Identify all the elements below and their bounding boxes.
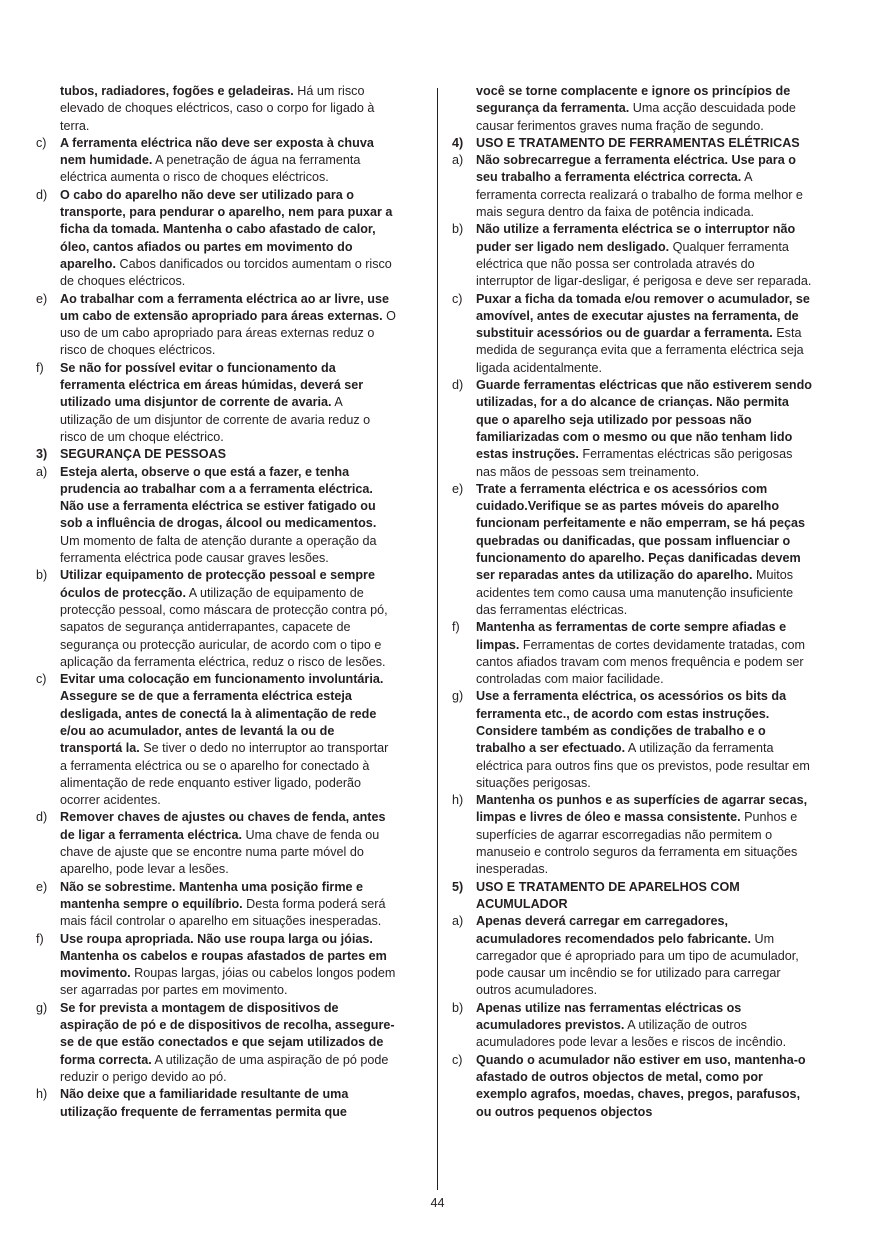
item-text: [476, 913, 812, 999]
item-bold-text: Esteja alerta, observe o que está a fazer, e tenha prudencia ao trabalhar com a a ferramenta eléctrica. Não use a ferramenta eléctrica se estiver fatigado ou sob a influência de drogas, álcool ou medicamentos.: [60, 464, 377, 531]
item-body-text: A utilização de equipamento de protecção pessoal, como máscara de protecção contra pó, sapatos de segurança antiderrapantes, capacete de segurança ou protecção auricular, de acordo com o tipo e aplicação da ferramenta eléctrica, reduz o risco de lesões.: [60, 585, 388, 669]
item-label: d): [36, 187, 48, 202]
item-label: 5): [452, 879, 464, 894]
item-bold-text: O cabo do aparelho não deve ser utilizado para o transporte, para pendurar o aparelho, nem para puxar a ficha da tomada. Mantenha o cabo afastado de calor, óleo, cantos afiados ou partes em movimento do aparelho.: [60, 187, 393, 271]
item-label: a): [452, 914, 464, 929]
item-label: e): [452, 481, 464, 496]
list-item: [36, 879, 396, 931]
item-text: [60, 464, 396, 568]
item-bold-text: USO E TRATAMENTO DE FERRAMENTAS ELÉTRICAS: [476, 135, 800, 150]
item-text: [60, 879, 396, 931]
list-item: [36, 567, 396, 671]
item-bold-text: USO E TRATAMENTO DE APARELHOS COM ACUMULADOR: [476, 879, 740, 911]
item-body-text: A utilização de uma aspiração de pó pode reduzir o perigo devido ao pó.: [60, 1052, 389, 1084]
list-item: [36, 1086, 396, 1121]
item-text: [60, 135, 396, 187]
item-text: [476, 792, 812, 878]
item-bold-text: você se torne complacente e ignore os princípios de segurança da ferramenta.: [476, 84, 791, 116]
list-item: [36, 291, 396, 360]
list-item: [452, 221, 812, 290]
item-body-text: A utilização de um disjuntor de corrente de avaria reduz o risco de um choque eléctrico.: [60, 395, 371, 444]
item-label: 3): [36, 447, 48, 462]
item-label: h): [452, 793, 464, 808]
list-item: [452, 481, 812, 619]
list-item: [36, 464, 396, 568]
section-heading: [36, 446, 396, 463]
item-label: c): [452, 291, 463, 306]
item-bold-text: Remover chaves de ajustes ou chaves de fenda, antes de ligar a ferramenta eléctrica.: [60, 810, 386, 842]
item-bold-text: Se for prevista a montagem de dispositivos de aspiração de pó e de dispositivos de recolha, assegure-se de que estão conectados e que sejam utilizados de forma correcta.: [60, 1000, 395, 1067]
item-label: c): [36, 672, 47, 687]
item-body-text: Se tiver o dedo no interruptor ao transportar a ferramenta eléctrica ou se o aparelho for conectado à alimentação de rede enquanto estiver ligado, poderão ocorrer acidentes.: [60, 741, 389, 808]
item-bold-text: Guarde ferramentas eléctricas que não estiverem sendo utilizadas, for a do alcance de crianças. Não permita que o aparelho seja utilizado por pessoas não familiarizadas com o mesmo ou que não tenham lido estas instruções.: [476, 378, 812, 462]
item-bold-text: SEGURANÇA DE PESSOAS: [60, 447, 227, 462]
item-body-text: Esta medida de segurança evita que a ferramenta eléctrica seja ligada acidentalmente.: [476, 326, 804, 375]
item-bold-text: Não se sobrestime. Mantenha uma posição firme e mantenha sempre o equilíbrio.: [60, 879, 364, 911]
section-heading: [452, 135, 812, 152]
item-bold-text: Apenas utilize nas ferramentas eléctricas os acumuladores previstos.: [476, 1000, 742, 1033]
item-text: [60, 1000, 396, 1086]
list-item: [452, 913, 812, 999]
list-item: [36, 360, 396, 446]
list-item: [452, 377, 812, 481]
item-text: [60, 671, 396, 809]
item-text: [476, 135, 812, 152]
item-text: [476, 1000, 812, 1052]
item-body-text: Cabos danificados ou torcidos aumentam o risco de choques eléctricos.: [60, 256, 392, 289]
item-text: [60, 360, 396, 446]
list-item: [452, 83, 812, 135]
list-item: [36, 671, 396, 809]
item-text: [476, 619, 812, 688]
item-body-text: A utilização da ferramenta eléctrica para outros fins que os previstos, pode resultar em situações perigosas.: [476, 741, 810, 790]
item-body-text: A utilização de outros acumuladores pode levar a lesões e riscos de incêndio.: [476, 1018, 787, 1050]
item-text: [476, 221, 812, 290]
item-text: [476, 377, 812, 481]
item-text: [60, 83, 396, 135]
item-body-text: Um momento de falta de atenção durante a operação da ferramenta eléctrica pode causar graves lesões.: [60, 533, 377, 566]
item-bold-text: Mantenha os punhos e as superfícies de agarrar secas, limpas e livres de óleo e massa consistente.: [476, 793, 808, 825]
item-label: a): [36, 464, 48, 479]
item-label: a): [452, 153, 464, 168]
item-bold-text: Não sobrecarregue a ferramenta eléctrica. Use para o seu trabalho a ferramenta eléctrica correcta.: [476, 153, 796, 185]
list-item: [36, 135, 396, 187]
item-body-text: O uso de um cabo apropriado para áreas externas reduz o risco de choques eléctricos.: [60, 308, 396, 358]
item-bold-text: Não deixe que a familiaridade resultante de uma utilização frequente de ferramentas permita que: [60, 1087, 349, 1119]
item-bold-text: Use roupa apropriada. Não use roupa larga ou jóias. Mantenha os cabelos e roupas afastados de partes em movimento.: [60, 931, 387, 981]
list-item: [36, 83, 396, 135]
item-text: [60, 931, 396, 1000]
item-body-text: Uma acção descuidada pode causar ferimentos graves numa fração de segundo.: [476, 101, 796, 133]
list-item: [36, 809, 396, 878]
item-bold-text: Apenas deverá carregar em carregadores, acumuladores recomendados pelo fabricante.: [476, 914, 752, 946]
item-body-text: A ferramenta correcta realizará o trabalho de forma melhor e mais segura dentro da faixa de potência indicada.: [476, 170, 803, 220]
section-heading: [452, 879, 812, 914]
item-label: e): [36, 879, 48, 894]
item-bold-text: Quando o acumulador não estiver em uso, mantenha-o afastado de outros objectos de metal, como por exemplo agrafos, moedas, chaves, pregos, parafusos, ou outros pequenos objectos: [476, 1052, 806, 1119]
item-text: [60, 567, 396, 671]
list-item: [452, 152, 812, 221]
item-body-text: Há um risco elevado de choques eléctricos, caso o corpo for ligado à terra.: [60, 84, 375, 133]
item-label: b): [452, 1000, 464, 1015]
item-body-text: Muitos acidentes tem como causa uma manutenção insuficiente das ferramentas eléctricas.: [476, 568, 794, 617]
item-label: d): [452, 378, 464, 393]
item-body-text: Ferramentas de cortes devidamente tratadas, com cantos afiados travam com menos frequência e podem ser controladas com maior facilidade.: [476, 637, 805, 687]
item-bold-text: Mantenha as ferramentas de corte sempre afiadas e limpas.: [476, 620, 787, 652]
list-item: [36, 1000, 396, 1086]
item-label: f): [452, 620, 460, 635]
item-label: g): [452, 689, 464, 704]
item-body-text: Roupas largas, jóias ou cabelos longos podem ser agarradas por partes em movimento.: [60, 966, 396, 998]
item-label: h): [36, 1087, 48, 1102]
list-item: [452, 1052, 812, 1121]
list-item: [36, 931, 396, 1000]
right-column: [452, 83, 812, 1121]
item-label: c): [452, 1052, 463, 1067]
item-bold-text: Puxar a ficha da tomada e/ou remover o acumulador, se amovível, antes de executar ajustes na ferramenta, de substituir acessórios ou de guardar a ferramenta.: [476, 291, 810, 341]
item-text: [476, 879, 812, 914]
item-text: [476, 152, 812, 221]
item-label: g): [36, 1000, 48, 1015]
item-label: c): [36, 135, 47, 150]
item-body-text: A penetração de água na ferramenta eléctrica aumenta o risco de choques eléctricos.: [60, 153, 361, 185]
left-column: [36, 83, 396, 1121]
item-bold-text: A ferramenta eléctrica não deve ser exposta à chuva nem humidade.: [60, 135, 374, 168]
list-item: [452, 619, 812, 688]
item-text: [476, 688, 812, 792]
item-body-text: Desta forma poderá será mais fácil controlar o aparelho em situações inesperadas.: [60, 896, 386, 929]
item-body-text: Um carregador que é apropriado para um tipo de acumulador, pode causar um incêndio se for utilizado para carregar outros acumuladores.: [476, 931, 799, 998]
list-item: [36, 187, 396, 291]
item-bold-text: Evitar uma colocação em funcionamento involuntária. Assegure se de que a ferramenta eléctrica esteja desligada, antes de conectá la à alimentação de rede e/ou ao acumulador, antes de levantá la ou de transportá la.: [60, 672, 384, 756]
item-body-text: Punhos e superfícies de agarrar escorregadias não permitem o manuseio e controlo seguros da ferramenta em situações inesperadas.: [476, 810, 798, 877]
item-label: e): [36, 291, 48, 306]
item-label: f): [36, 360, 44, 375]
list-item: [452, 291, 812, 377]
item-bold-text: Se não for possível evitar o funcionamento da ferramenta eléctrica em áreas húmidas, deverá ser utilizado uma disjuntor de corrente de avaria.: [60, 360, 364, 410]
item-body-text: Qualquer ferramenta eléctrica que não possa ser controlada através do interruptor de ligar-desligar, é perigosa e deve ser reparada.: [476, 239, 812, 289]
item-bold-text: Use a ferramenta eléctrica, os acessórios os bits da ferramenta etc., de acordo com estas instruções. Considere também as condições de trabalho e o trabalho a ser efectuado.: [476, 689, 787, 756]
list-item: [452, 1000, 812, 1052]
item-bold-text: Ao trabalhar com a ferramenta eléctrica ao ar livre, use um cabo de extensão apropriado para áreas externas.: [60, 291, 389, 323]
item-label: 4): [452, 135, 464, 150]
column-divider: [437, 88, 438, 1190]
list-item: [452, 792, 812, 878]
item-bold-text: tubos, radiadores, fogões e geladeiras.: [60, 84, 294, 98]
item-bold-text: Não utilize a ferramenta eléctrica se o interruptor não puder ser ligado nem desligado.: [476, 222, 796, 254]
item-text: [476, 1052, 812, 1121]
list-item: [452, 688, 812, 792]
item-label: d): [36, 810, 48, 825]
item-text: [476, 291, 812, 377]
item-body-text: Ferramentas eléctricas são perigosas nas mãos de pessoas sem treinamento.: [476, 447, 793, 479]
item-label: b): [36, 568, 48, 583]
item-bold-text: Utilizar equipamento de protecção pessoal e sempre óculos de protecção.: [60, 568, 375, 600]
item-text: [60, 291, 396, 360]
item-text: [60, 809, 396, 878]
item-text: [476, 83, 812, 135]
item-text: [60, 1086, 396, 1121]
page-number: 44: [430, 1196, 445, 1210]
item-text: [476, 481, 812, 619]
item-label: f): [36, 931, 44, 946]
item-body-text: Uma chave de fenda ou chave de ajuste que se encontre numa parte móvel do aparelho, pode levar a lesões.: [60, 827, 380, 877]
item-text: [60, 187, 396, 291]
item-text: [60, 446, 396, 463]
item-label: b): [452, 222, 464, 237]
item-bold-text: Trate a ferramenta eléctrica e os acessórios com cuidado.Verifique se as partes móveis do aparelho funcionam perfeitamente e não emperram, se há peças quebradas ou danificadas, que possam influenciar o funcionamento do aparelho. Peças danificadas devem ser reparadas antes da utilização do aparelho.: [476, 481, 805, 583]
